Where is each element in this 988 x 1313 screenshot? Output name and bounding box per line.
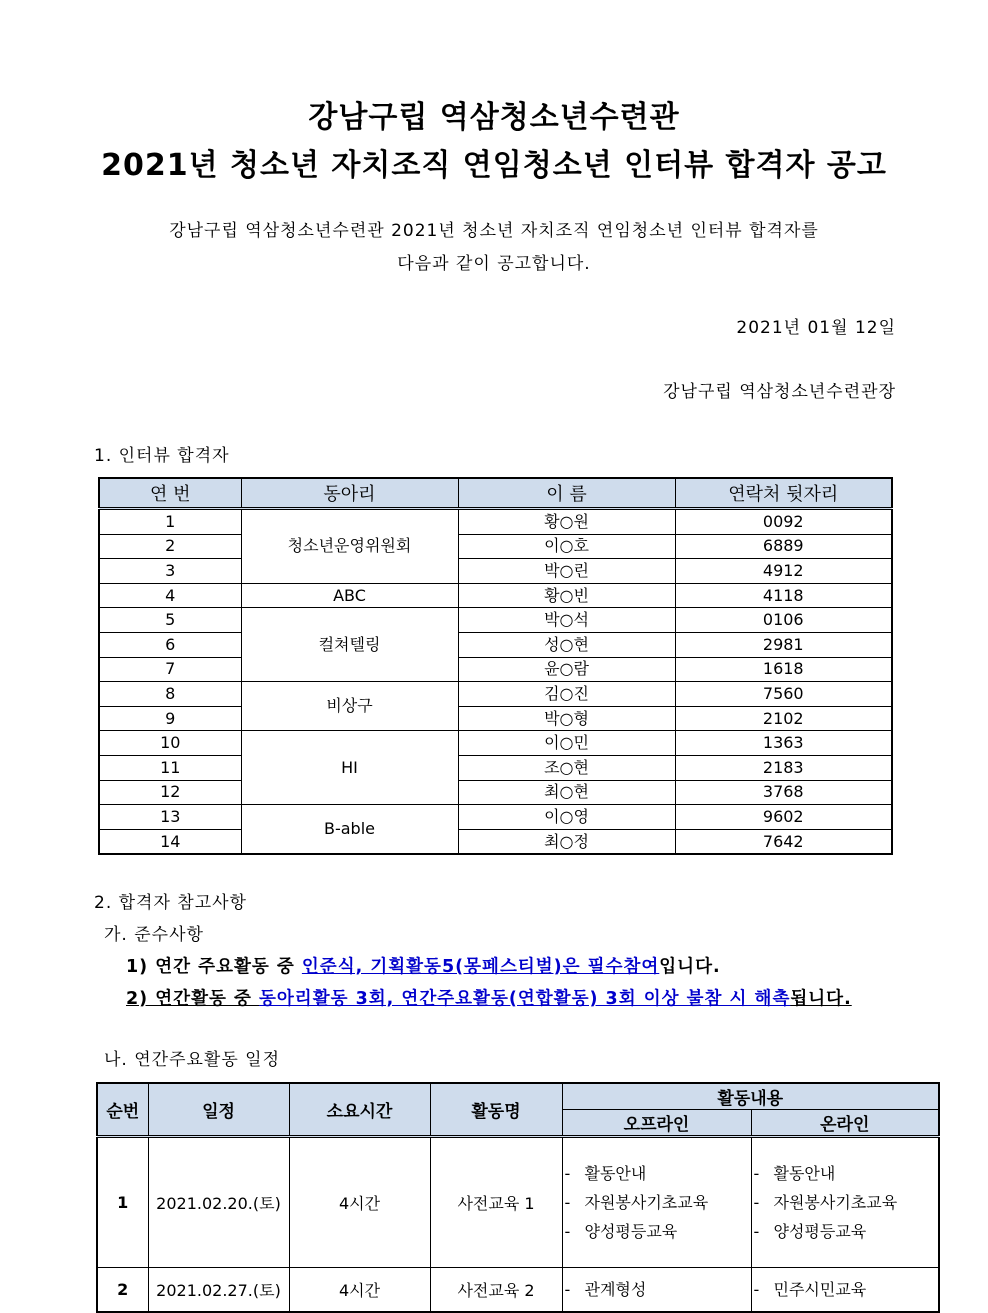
row-name: 최○현 <box>458 780 675 805</box>
col-header-offline: 오프라인 <box>562 1110 751 1137</box>
club-cell: 청소년운영위원회 <box>241 509 458 584</box>
row-phone: 7560 <box>675 682 892 707</box>
col-header-online: 온라인 <box>751 1110 939 1137</box>
club-cell: 비상구 <box>241 682 458 731</box>
row-name: 황○원 <box>458 509 675 535</box>
row-name: 황○빈 <box>458 583 675 608</box>
row-no: 3 <box>99 559 241 584</box>
table-row <box>99 682 892 707</box>
row-name: 박○형 <box>458 706 675 731</box>
row-name: 박○린 <box>458 559 675 584</box>
club-cell: ABC <box>241 583 458 608</box>
row-phone: 3768 <box>675 780 892 805</box>
row-phone: 2183 <box>675 755 892 780</box>
table-header-row <box>99 478 892 509</box>
table-row <box>99 632 892 657</box>
club-cell: B-able <box>241 805 458 855</box>
section2-sub-a: 가. 준수사항 <box>104 925 204 945</box>
row-no: 10 <box>99 731 241 756</box>
schedule-online-list <box>751 1137 939 1268</box>
rule-2-suffix: 됩니다. <box>790 989 852 1009</box>
row-no: 12 <box>99 780 241 805</box>
col-header-duration: 소요시간 <box>289 1083 430 1137</box>
col-header-activity: 활동명 <box>430 1083 562 1137</box>
list-item: - 민주시민교육 <box>753 1279 867 1299</box>
table-row <box>99 509 892 535</box>
schedule-activity: 사전교육 2 <box>430 1268 562 1312</box>
rule-2-prefix: 2) 연간활동 중 <box>126 989 259 1009</box>
row-no: 2 <box>99 534 241 559</box>
list-item: - 자원봉사기초교육 <box>564 1193 709 1212</box>
document-title-line2: 2021년 청소년 자치조직 연임청소년 인터뷰 합격자 공고 <box>101 148 887 183</box>
rule-1 <box>126 953 721 978</box>
schedule-date: 2021.02.27.(토) <box>148 1268 289 1312</box>
list-item: - 자원봉사기초교육 <box>753 1193 898 1212</box>
list-item: - 활동안내 <box>564 1164 647 1183</box>
row-no: 5 <box>99 608 241 633</box>
document-title-line1: 강남구립 역삼청소년수련관 <box>308 100 680 135</box>
row-name: 성○현 <box>458 632 675 657</box>
section2-heading: 2. 합격자 참고사항 <box>94 893 247 913</box>
table-row <box>99 755 892 780</box>
row-no: 4 <box>99 583 241 608</box>
table-row <box>99 657 892 682</box>
row-name: 이○호 <box>458 534 675 559</box>
col-header-seq: 순번 <box>97 1083 148 1137</box>
rule-1-prefix: 1) 연간 주요활동 중 <box>126 957 302 977</box>
col-header-content: 활동내용 <box>562 1083 939 1110</box>
schedule-no: 2 <box>97 1268 148 1312</box>
rule-1-suffix: 입니다. <box>659 957 721 977</box>
table-row <box>97 1268 939 1312</box>
club-cell: 컬쳐텔링 <box>241 608 458 682</box>
schedule-table <box>96 1082 940 1313</box>
list-item: - 양성평등교육 <box>753 1222 867 1241</box>
row-phone: 7642 <box>675 829 892 854</box>
table-row <box>99 805 892 830</box>
table-row <box>99 731 892 756</box>
row-phone: 0106 <box>675 608 892 633</box>
issuer-name: 강남구립 역삼청소년수련관장 <box>663 382 896 402</box>
interview-pass-table <box>98 477 893 855</box>
row-phone: 9602 <box>675 805 892 830</box>
row-no: 1 <box>99 509 241 535</box>
table-row <box>97 1137 939 1268</box>
row-name: 조○현 <box>458 755 675 780</box>
row-phone: 4912 <box>675 559 892 584</box>
row-name: 이○영 <box>458 805 675 830</box>
col-header-date: 일정 <box>148 1083 289 1137</box>
row-no: 14 <box>99 829 241 854</box>
table-row <box>99 583 892 608</box>
row-name: 윤○람 <box>458 657 675 682</box>
list-item: - 활동안내 <box>753 1164 836 1183</box>
row-phone: 1363 <box>675 731 892 756</box>
row-phone: 1618 <box>675 657 892 682</box>
rule-2-highlight: 동아리활동 3회, 연간주요활동(연합활동) 3회 이상 불참 시 해촉 <box>258 989 791 1009</box>
schedule-date: 2021.02.20.(토) <box>148 1137 289 1268</box>
rule-2 <box>126 985 852 1010</box>
row-no: 11 <box>99 755 241 780</box>
table-row <box>99 534 892 559</box>
row-phone: 6889 <box>675 534 892 559</box>
schedule-duration: 4시간 <box>289 1268 430 1312</box>
list-item: - 양성평등교육 <box>564 1222 678 1241</box>
row-no: 7 <box>99 657 241 682</box>
club-cell: HI <box>241 731 458 805</box>
section1-heading: 1. 인터뷰 합격자 <box>94 446 230 466</box>
table-row <box>99 829 892 854</box>
row-no: 8 <box>99 682 241 707</box>
schedule-offline-list <box>562 1137 751 1268</box>
schedule-duration: 4시간 <box>289 1137 430 1268</box>
col-header-phone: 연락처 뒷자리 <box>675 478 892 509</box>
table-row <box>99 780 892 805</box>
schedule-no: 1 <box>97 1137 148 1268</box>
schedule-header-row <box>97 1083 939 1110</box>
row-name: 이○민 <box>458 731 675 756</box>
rule-1-highlight: 인준식, 기획활동5(몽페스티벌)은 필수참여 <box>301 957 660 977</box>
row-name: 김○진 <box>458 682 675 707</box>
schedule-activity: 사전교육 1 <box>430 1137 562 1268</box>
table-row <box>99 559 892 584</box>
row-phone: 2981 <box>675 632 892 657</box>
row-phone: 4118 <box>675 583 892 608</box>
schedule-offline-list <box>562 1268 751 1312</box>
col-header-no: 연 번 <box>99 478 241 509</box>
row-no: 13 <box>99 805 241 830</box>
row-no: 6 <box>99 632 241 657</box>
table-row <box>99 706 892 731</box>
col-header-club: 동아리 <box>241 478 458 509</box>
announcement-date: 2021년 01월 12일 <box>736 318 896 338</box>
col-header-name: 이 름 <box>458 478 675 509</box>
schedule-online-list <box>751 1268 939 1312</box>
table-row <box>99 608 892 633</box>
row-phone: 0092 <box>675 509 892 535</box>
row-phone: 2102 <box>675 706 892 731</box>
section2-sub-b: 나. 연간주요활동 일정 <box>104 1050 281 1070</box>
row-name: 최○정 <box>458 829 675 854</box>
intro-line1: 강남구립 역삼청소년수련관 2021년 청소년 자치조직 연임청소년 인터뷰 합격자를 <box>169 221 819 241</box>
row-no: 9 <box>99 706 241 731</box>
row-name: 박○석 <box>458 608 675 633</box>
intro-line2: 다음과 같이 공고합니다. <box>397 254 591 274</box>
list-item: - 관계형성 <box>564 1279 647 1299</box>
